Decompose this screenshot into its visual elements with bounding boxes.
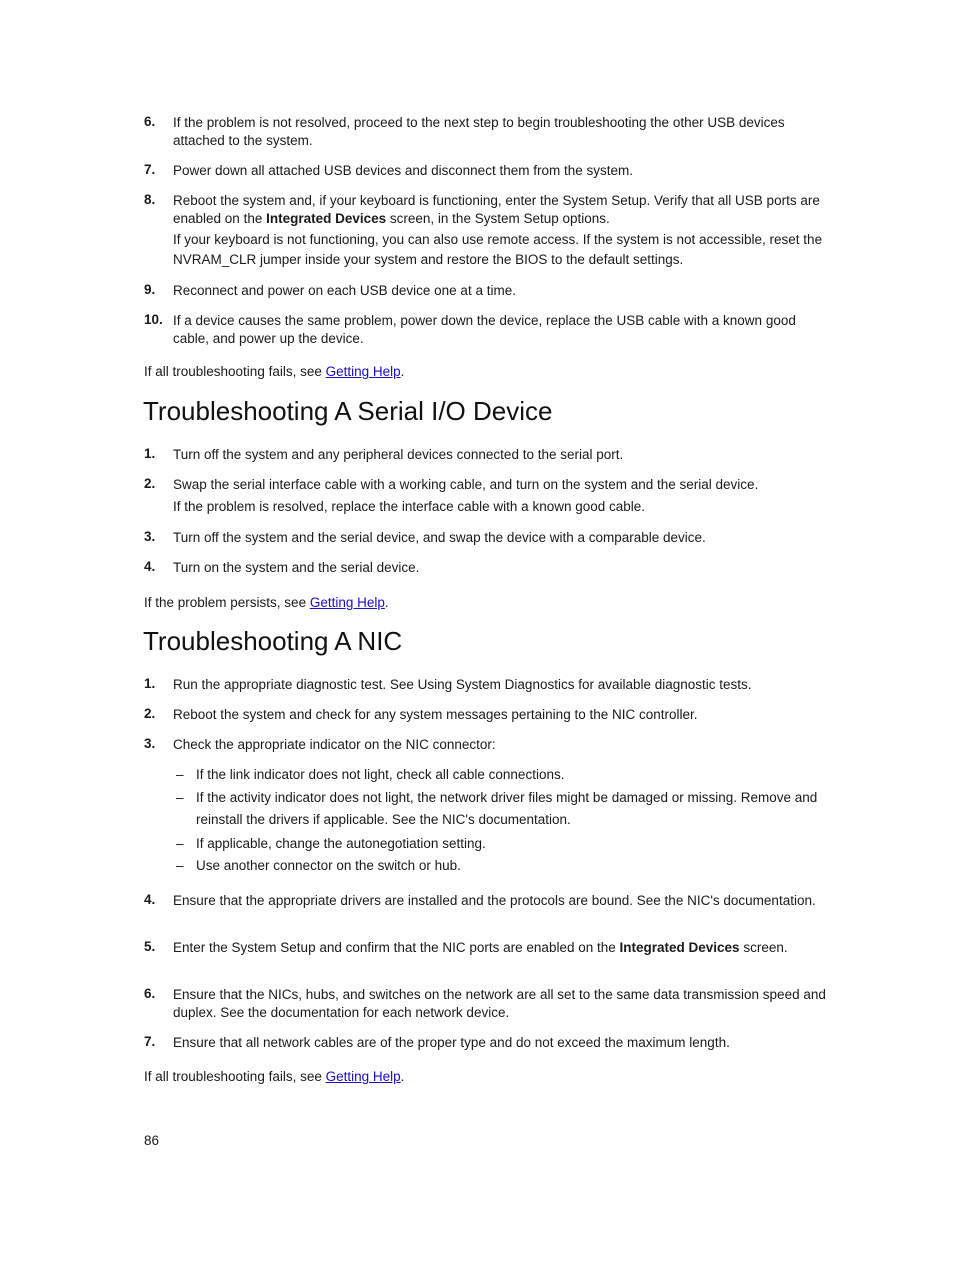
list-item-text: Reboot the system and check for any system messages pertaining to the NIC controller. xyxy=(173,707,698,722)
footer-note xyxy=(144,594,389,612)
list-number: 10. xyxy=(144,312,163,327)
list-number: 6. xyxy=(144,986,156,1001)
list-item-text: Ensure that the appropriate drivers are installed and the protocols are bound. See the NIC's documentation. xyxy=(173,893,816,908)
bold-term: Integrated Devices xyxy=(266,210,387,226)
dash-bullet: – xyxy=(176,767,184,782)
list-item-text: Ensure that the NICs, hubs, and switches on the network are all set to the same data transmission speed and duplex. See the documentation for each network device. xyxy=(173,987,826,1020)
list-item-text xyxy=(173,939,828,957)
bold-term: Integrated Devices xyxy=(619,940,740,955)
list-item-text: Check the appropriate indicator on the NIC connector: xyxy=(173,737,496,752)
footer-note xyxy=(144,1068,404,1086)
list-number: 1. xyxy=(144,446,156,461)
footer-note xyxy=(144,363,404,381)
page-number: 86 xyxy=(144,1133,160,1148)
list-number: 4. xyxy=(144,892,156,907)
bullet-item: If the link indicator does not light, check all cable connections. xyxy=(196,767,565,782)
list-item-text: Power down all attached USB devices and disconnect them from the system. xyxy=(173,163,633,178)
list-item-note: If the problem is resolved, replace the interface cable with a known good cable. xyxy=(173,499,646,514)
list-number: 7. xyxy=(144,162,156,177)
list-item-text: Swap the serial interface cable with a working cable, and turn on the system and the serial device. xyxy=(173,477,759,492)
bullet-item: Use another connector on the switch or hub. xyxy=(196,858,461,873)
list-item-text: Reconnect and power on each USB device one at a time. xyxy=(173,283,516,298)
list-number: 9. xyxy=(144,282,156,297)
dash-bullet: – xyxy=(176,790,184,805)
dash-bullet: – xyxy=(176,836,184,851)
list-item-text: Run the appropriate diagnostic test. See Using System Diagnostics for available diagnostic tests. xyxy=(173,677,752,692)
list-item-text: Ensure that all network cables are of the proper type and do not exceed the maximum length. xyxy=(173,1035,730,1050)
list-number: 3. xyxy=(144,736,156,751)
text-run: Enter the System Setup and confirm that the NIC ports are enabled on the xyxy=(173,940,620,955)
text-run: If the problem persists, see xyxy=(144,595,310,610)
text-run: screen, in the System Setup options. xyxy=(386,210,610,226)
list-item-text: Turn off the system and any peripheral devices connected to the serial port. xyxy=(173,447,624,462)
text-run: If all troubleshooting fails, see xyxy=(144,364,326,379)
text-run: If all troubleshooting fails, see xyxy=(144,1069,326,1084)
list-number: 1. xyxy=(144,676,156,691)
list-number: 8. xyxy=(144,192,156,207)
text-run: . xyxy=(384,595,389,610)
bullet-item: If applicable, change the autonegotiation setting. xyxy=(196,836,486,851)
list-item-text xyxy=(173,192,828,227)
list-item-text: Turn off the system and the serial device, and swap the device with a comparable device. xyxy=(173,530,706,545)
list-item-note: If your keyboard is not functioning, you can also use remote access. If the system is not accessible, reset the NVRAM_CLR jumper inside your system and restore the BIOS to the default settings. xyxy=(173,232,823,267)
text-run: . xyxy=(400,364,405,379)
dash-bullet: – xyxy=(176,858,184,873)
text-run: screen. xyxy=(739,940,788,955)
getting-help-link[interactable]: Getting Help xyxy=(309,595,385,610)
text-run: . xyxy=(400,1069,405,1084)
list-number: 5. xyxy=(144,939,156,954)
list-number: 3. xyxy=(144,529,156,544)
list-item-text: Turn on the system and the serial device. xyxy=(173,560,420,575)
bullet-item: If the activity indicator does not light, the network driver files might be damaged or missing. Remove and reinstall the drivers if applicable. See the NIC's documentation. xyxy=(196,790,818,827)
list-number: 7. xyxy=(144,1034,156,1049)
section-heading: Troubleshooting A NIC xyxy=(143,626,403,656)
list-number: 6. xyxy=(144,114,156,129)
getting-help-link[interactable]: Getting Help xyxy=(325,364,401,379)
list-number: 2. xyxy=(144,706,156,721)
getting-help-link[interactable]: Getting Help xyxy=(325,1069,401,1084)
list-item-text: If the problem is not resolved, proceed to the next step to begin troubleshooting the other USB devices attached to the system. xyxy=(173,115,785,148)
section-heading: Troubleshooting A Serial I/O Device xyxy=(143,396,553,426)
list-number: 4. xyxy=(144,559,156,574)
text-run: Reboot the system and, if your keyboard is functioning, enter the System Setup. Verify that all USB ports are enabled on the xyxy=(173,193,820,226)
list-number: 2. xyxy=(144,476,156,491)
list-item-text: If a device causes the same problem, power down the device, replace the USB cable with a known good cable, and power up the device. xyxy=(173,313,796,346)
